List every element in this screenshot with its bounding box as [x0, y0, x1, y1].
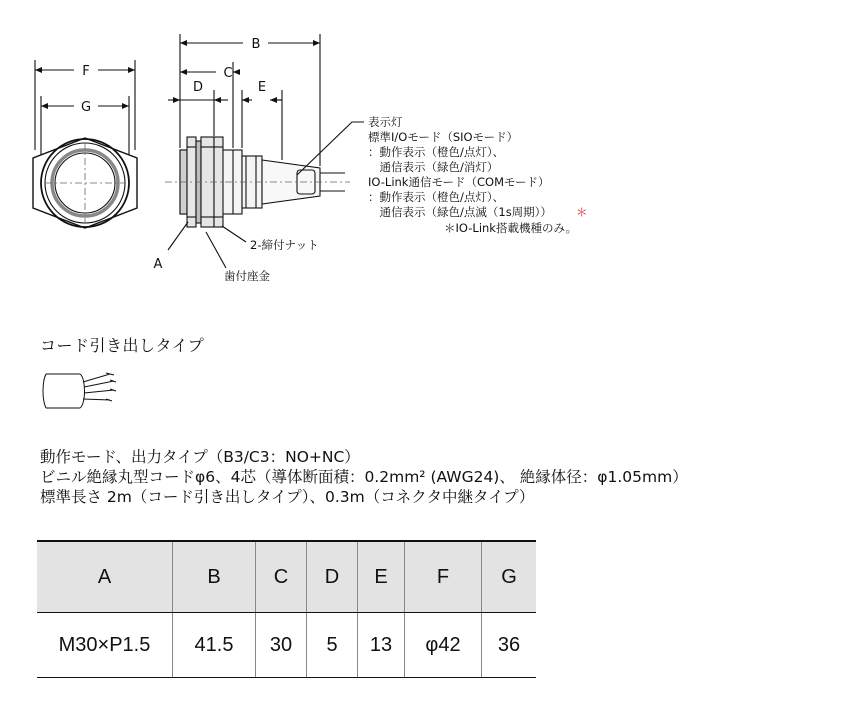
table-cell: 13: [358, 613, 405, 678]
spec-notes: [40, 447, 688, 507]
dim-label-d: D: [192, 80, 204, 95]
indicator-annotation: [368, 115, 588, 235]
table-row: [37, 613, 536, 678]
dim-label-e: E: [257, 80, 267, 95]
table-cell: 30: [256, 613, 307, 678]
side-view: [165, 34, 364, 268]
indicator-line: IO-Link通信モード（COMモード）: [368, 175, 550, 189]
column-header: E: [358, 541, 405, 613]
asterisk-mark: ＊: [576, 205, 588, 219]
indicator-line: 通信表示（緑色/消灯）: [368, 160, 499, 174]
dim-label-a: A: [153, 257, 163, 272]
column-header: D: [307, 541, 358, 613]
indicator-footnote: ＊IO-Link搭載機種のみ。: [444, 221, 578, 235]
spec-line: 標準長さ 2m（コード引き出しタイプ）、0.3m（コネクタ中継タイプ）: [40, 488, 535, 506]
dim-label-c: C: [223, 66, 233, 81]
column-header: B: [173, 541, 256, 613]
indicator-line: ：動作表示（橙色/点灯）、: [368, 190, 505, 204]
indicator-title: 表示灯: [368, 115, 403, 129]
dimension-table: [37, 540, 536, 678]
table-cell: M30×P1.5: [37, 613, 173, 678]
spec-line: 動作モード、出力タイプ（B3/C3：NO+NC）: [40, 448, 360, 466]
table-cell: φ42: [405, 613, 482, 678]
cable-type-heading: コード引き出しタイプ: [40, 336, 205, 355]
spec-line: ビニル絶縁丸型コードφ6、4芯（導体断面積：0.2mm² (AWG24)、 絶縁体径：φ1.05mm）: [40, 468, 688, 486]
dim-label-g: G: [80, 100, 92, 115]
cable-icon: [40, 368, 120, 414]
column-header: F: [405, 541, 482, 613]
dim-label-b: B: [251, 37, 261, 52]
indicator-line: 通信表示（緑色/点滅（1s周期））: [368, 205, 552, 219]
column-header: G: [482, 541, 537, 613]
table-header-row: [37, 541, 536, 613]
table-cell: 36: [482, 613, 537, 678]
table-cell: 5: [307, 613, 358, 678]
nut-label: 2-締付ナット: [250, 238, 319, 252]
sensor-dimension-drawing: [0, 0, 859, 320]
front-view: [33, 60, 137, 228]
washer-label: 歯付座金: [224, 269, 270, 283]
column-header: A: [37, 541, 173, 613]
dim-label-f: F: [82, 64, 90, 79]
table-cell: 41.5: [173, 613, 256, 678]
indicator-line: 標準I/Oモード（SIOモード）: [368, 130, 519, 144]
indicator-line: ：動作表示（橙色/点灯）、: [368, 145, 505, 159]
column-header: C: [256, 541, 307, 613]
